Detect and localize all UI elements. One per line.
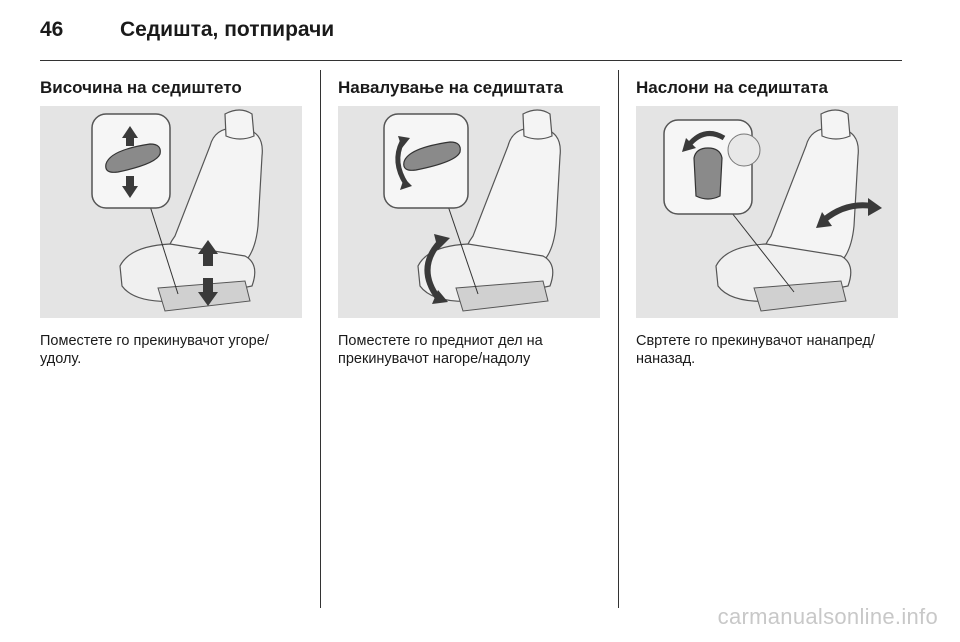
- section-title: Височина на седиштето: [40, 78, 242, 97]
- section-caption: Поместете го предниот дел на прекинувачот нагоре/надолу: [338, 333, 543, 367]
- backrest-recline-knob-icon: [636, 106, 898, 318]
- section-title: Навалување на седиштата: [338, 78, 564, 97]
- section-seat-tilt: [338, 70, 604, 368]
- section-backrest: [636, 70, 902, 368]
- page-header: [40, 18, 902, 46]
- section-seat-height: [40, 70, 306, 368]
- seat-tilt-lever-icon: [338, 106, 600, 318]
- seat-height-illustration: [40, 106, 302, 318]
- section-caption: Свртете го прекинувачот нанапред/наназад.: [636, 333, 875, 367]
- page-number: 46: [40, 18, 64, 41]
- section-caption: Поместете го прекинувачот угоре/ удолу.: [40, 333, 269, 367]
- backrest-illustration: [636, 106, 898, 318]
- seat-tilt-illustration: [338, 106, 600, 318]
- column-divider: [320, 70, 321, 608]
- watermark: carmanualsonline.info: [717, 604, 938, 629]
- seat-height-lever-icon: [40, 106, 302, 318]
- column-divider: [618, 70, 619, 608]
- page-title: Седишта, потпирачи: [120, 18, 335, 41]
- section-title: Наслони на седиштата: [636, 78, 828, 97]
- header-rule: [40, 60, 902, 61]
